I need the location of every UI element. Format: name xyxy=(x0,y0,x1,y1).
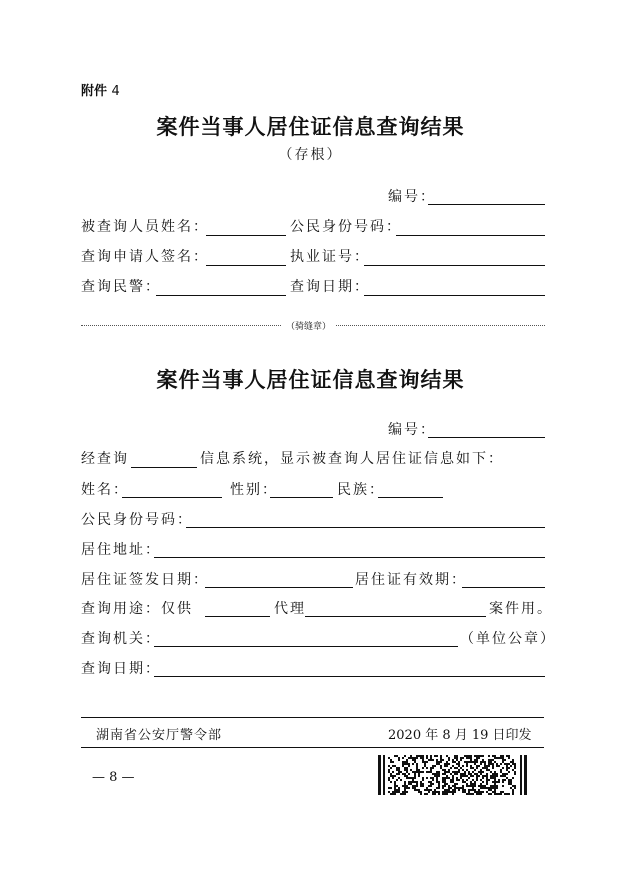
result-serial-field[interactable] xyxy=(428,437,545,438)
stub-applicant-label: 查询申请人签名： xyxy=(81,249,209,265)
result-id-label: 公民身份号码： xyxy=(81,512,193,528)
result-title: 案件当事人居住证信息查询结果 xyxy=(156,368,465,392)
result-issue-date-label: 居住证签发日期： xyxy=(81,572,209,588)
result-date-label: 查询日期： xyxy=(81,661,161,677)
result-date-field[interactable] xyxy=(154,676,545,677)
result-ethnicity-label: 民族： xyxy=(337,482,385,498)
seam-line-left xyxy=(81,325,281,326)
stub-date-field[interactable] xyxy=(364,295,545,296)
stub-id-field[interactable] xyxy=(396,235,545,236)
result-gender-field[interactable] xyxy=(270,497,333,498)
result-id-field[interactable] xyxy=(186,527,545,528)
stub-id-label: 公民身份号码： xyxy=(290,219,402,235)
stub-license-label: 执业证号： xyxy=(290,249,370,265)
stub-police-label: 查询民警： xyxy=(81,279,161,295)
result-name-field[interactable] xyxy=(122,497,222,498)
stub-police-field[interactable] xyxy=(156,295,286,296)
result-agency-label: 查询机关： xyxy=(81,631,161,647)
attachment-word: 附件 xyxy=(81,84,108,99)
query-prefix: 经查询 xyxy=(81,451,129,467)
stub-serial-label: 编号： xyxy=(388,189,436,205)
footer-rule-top xyxy=(81,717,544,718)
result-valid-field[interactable] xyxy=(462,587,545,588)
result-address-label: 居住地址： xyxy=(81,542,161,558)
seam-label: （骑缝章） xyxy=(286,322,332,332)
result-seal-label: （单位公章） xyxy=(460,631,556,647)
attachment-label xyxy=(81,80,120,99)
result-issue-date-field[interactable] xyxy=(205,587,353,588)
result-purpose-agent: 代理 xyxy=(274,601,306,617)
result-purpose-field-2[interactable] xyxy=(305,616,486,617)
result-purpose-case: 案件用。 xyxy=(489,601,553,617)
stub-license-field[interactable] xyxy=(364,265,545,266)
query-suffix: 信息系统，显示被查询人居住证信息如下： xyxy=(200,451,504,467)
result-purpose-label: 查询用途：仅供 xyxy=(81,601,193,617)
result-serial-label: 编号： xyxy=(388,422,436,438)
result-address-field[interactable] xyxy=(154,557,545,558)
attachment-number: 4 xyxy=(111,84,120,99)
stub-applicant-field[interactable] xyxy=(206,265,286,266)
query-system-field[interactable] xyxy=(131,467,197,468)
result-ethnicity-field[interactable] xyxy=(378,497,443,498)
result-agency-field[interactable] xyxy=(154,646,458,647)
result-name-label: 姓名： xyxy=(81,482,129,498)
footer-issuer: 湖南省公安厅警令部 xyxy=(96,728,223,743)
page-number: — 8 — xyxy=(92,770,135,785)
result-gender-label: 性别： xyxy=(230,482,278,498)
seam-line-right xyxy=(336,325,545,326)
footer-rule-bottom xyxy=(81,747,544,748)
stub-date-label: 查询日期： xyxy=(290,279,370,295)
result-valid-label: 居住证有效期： xyxy=(355,572,467,588)
footer-issued-date: 2020 年 8 月 19 日印发 xyxy=(388,728,532,743)
stub-serial-field[interactable] xyxy=(428,204,545,205)
stub-subtitle: （存根） xyxy=(278,147,343,163)
barcode-icon xyxy=(378,755,528,795)
stub-name-field[interactable] xyxy=(206,235,286,236)
result-purpose-field-1[interactable] xyxy=(205,616,270,617)
stub-name-label: 被查询人员姓名： xyxy=(81,219,209,235)
stub-title: 案件当事人居住证信息查询结果 xyxy=(156,115,465,139)
